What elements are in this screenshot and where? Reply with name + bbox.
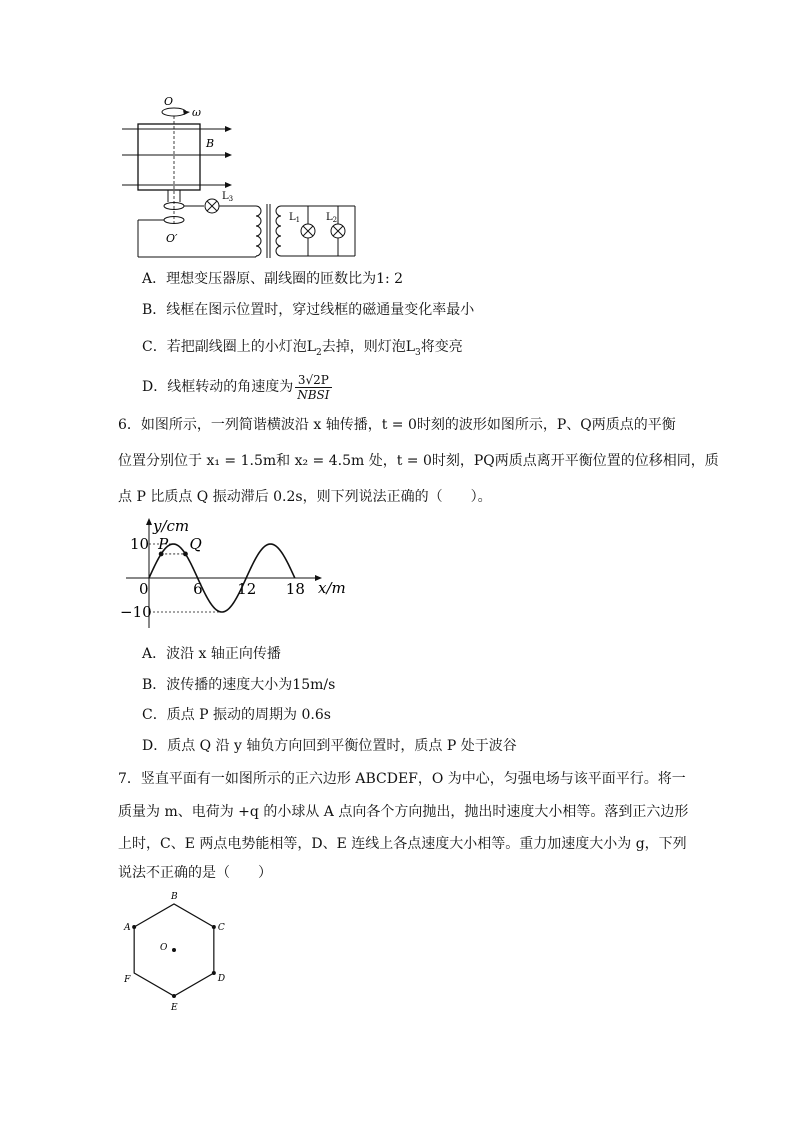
q7-stem-line-1: 7．竖直平面有一如图所示的正六边形 ABCDEF，O 为中心，匀强电场与该平面平行。将一 [118,771,686,787]
y-axis-arrow [146,518,152,525]
q6-stem-line-1: 6．如图所示，一列简谐横波沿 x 轴传播，t = 0时刻的波形如图所示，P、Q两质点的平衡 [118,417,676,433]
vertex-dot-c [212,925,216,929]
q7-stem-line-4: 说法不正确的是（ ） [118,865,272,881]
lamp-L2-label: $L_2$ [326,212,338,224]
vertex-label-b: B [171,892,178,902]
omega-label: ω [192,106,201,119]
q5-option-a[interactable]: A．理想变压器原、副线圈的匝数比为1: 2 [142,271,404,287]
wave-chart [118,516,358,634]
omega-fraction [295,373,331,402]
x-tick-label: 12 [237,580,257,598]
q7-stem-line-2: 质量为 m、电荷为 +q 的小球从 A 点向各个方向抛出，抛出时速度大小相等。落到正六边形 [118,804,689,820]
coil-frame [138,124,200,190]
lamp-L3-label: $L_3$ [222,191,234,203]
fraction-denominator: NBSI [297,387,330,402]
x-tick-label: 18 [285,580,305,598]
q6-stem-line-3: 点 P 比质点 Q 振动滞后 0.2s，则下列说法正确的（ ）。 [118,489,492,505]
axis-label-O: O [164,96,174,108]
q6-stem-line-2: 位置分别位于 x₁ = 1.5m和 x₂ = 4.5m 处，t = 0时刻，PQ两质点离开平衡位置的位移相同，质 [118,453,719,469]
x-tick-label: 0 [139,580,149,598]
vertex-label-c: C [217,923,225,933]
x-axis-label: x/m [318,579,346,597]
vertex-label-f: F [124,975,131,985]
vertex-dot-d [212,971,216,975]
y-tick-label: 10 [130,535,150,553]
hexagon-figure [118,886,238,1010]
vertex-label-d: D [217,974,226,984]
point-q [183,552,188,557]
rotation-arrow [162,108,186,116]
q6-option-d[interactable]: D．质点 Q 沿 y 轴负方向回到平衡位置时，质点 P 处于波谷 [142,738,517,754]
lamp-L1-label: $L_1$ [289,212,301,224]
rotation-arrow-head [183,110,190,115]
primary-coil [256,206,261,256]
q7-stem-line-3: 上时，C、E 两点电势能相等，D、E 连线上各点速度大小相等。重力加速度大小为 g，下列 [118,836,687,852]
vertex-label-a: A [124,923,131,933]
q5-option-c-text-2: 去掉，则灯泡L [321,339,416,355]
center-label: O [160,943,168,953]
vertex-label-e: E [171,1003,178,1010]
q6-option-b[interactable]: B．波传播的速度大小为15m/s [142,677,336,693]
vertex-dot-a [132,925,136,929]
q5-option-b[interactable]: B．线框在图示位置时，穿过线框的磁通量变化率最小 [142,302,475,318]
point-label-q: Q [189,534,202,553]
q5-option-d[interactable] [142,372,332,402]
y-axis-label: y/cm [153,517,190,535]
q5-option-c-sub-1: 2 [316,347,322,358]
q5-option-c-text-3: 将变亮 [420,339,463,355]
q5-option-d-text: D．线框转动的角速度为 [142,379,294,395]
point-label-p: P [158,534,169,553]
x-tick-label: 6 [193,580,203,598]
y-tick-label: −10 [120,603,152,621]
center-dot [172,948,176,952]
q6-option-a[interactable]: A．波沿 x 轴正向传播 [142,646,281,662]
field-label-B: B [206,137,215,150]
vertex-dot-e [172,994,176,998]
secondary-coil [276,206,281,256]
axis-label-O-prime: O′ [166,232,178,245]
fraction-numerator: 3√2P [295,373,331,388]
generator-transformer-figure [118,96,358,261]
q5-option-c-sub-2: 3 [415,347,421,358]
q6-option-c[interactable]: C．质点 P 振动的周期为 0.6s [142,707,331,723]
q5-option-c[interactable] [142,338,463,362]
q5-option-c-text-1: C．若把副线圈上的小灯泡L [142,339,317,355]
